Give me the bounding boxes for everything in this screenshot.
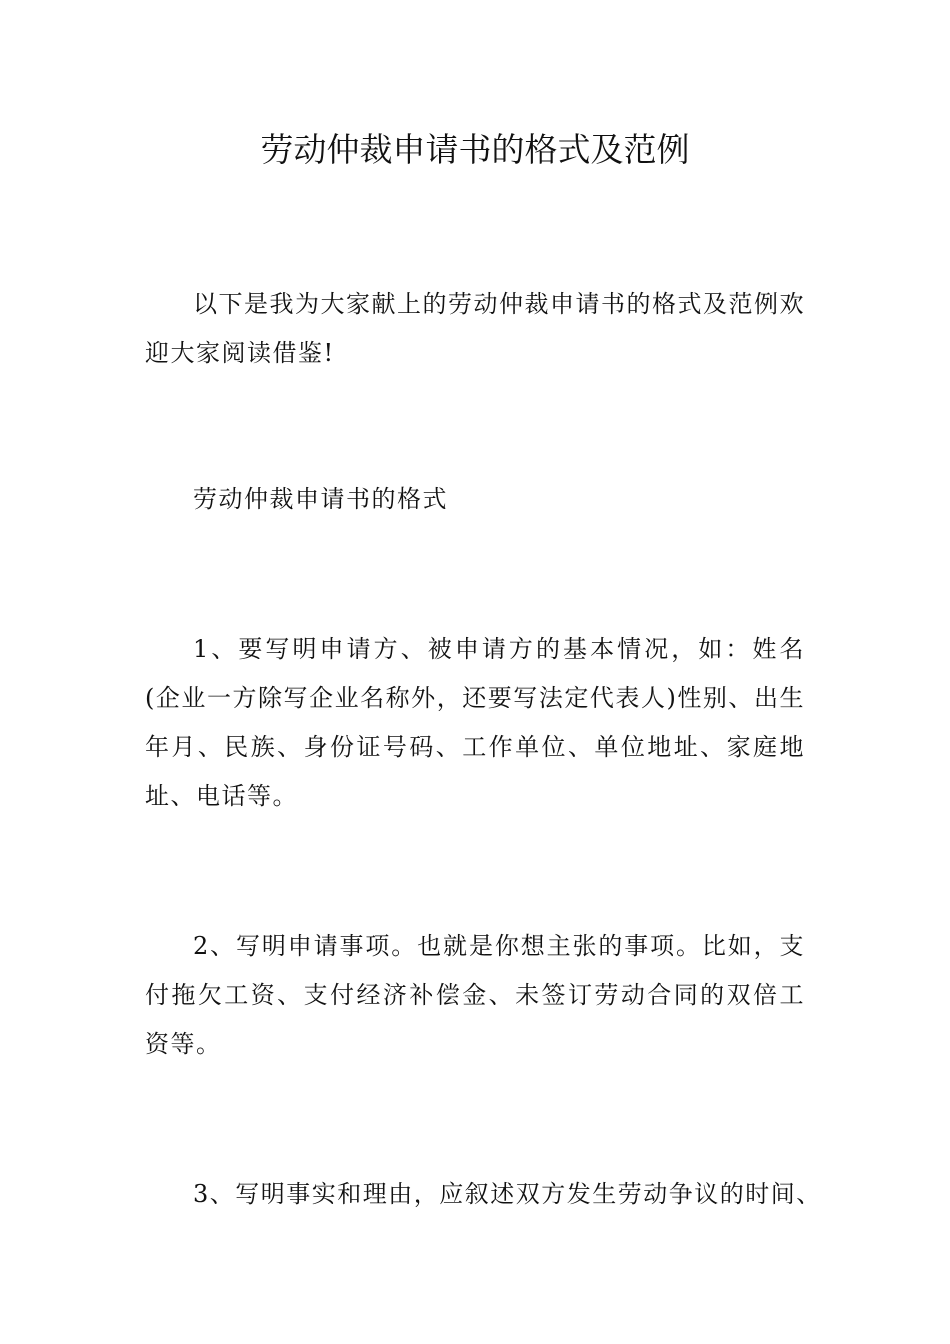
document-title: 劳动仲裁申请书的格式及范例: [260, 130, 690, 169]
section-heading-format: 劳动仲裁申请书的格式: [193, 485, 448, 513]
paragraph-item-2: 2、写明申请事项。也就是你想主张的事项。比如，支付拖欠工资、支付经济补偿金、未签订劳动合同的双倍工资等。: [145, 932, 805, 1058]
paragraph-item-1: 1、要写明申请方、被申请方的基本情况，如：姓名(企业一方除写企业名称外，还要写法定代表人)性别、出生年月、民族、身份证号码、工作单位、单位地址、家庭地址、电话等。: [145, 635, 805, 810]
intro-paragraph: 以下是我为大家献上的劳动仲裁申请书的格式及范例欢迎大家阅读借鉴!: [145, 290, 805, 367]
paragraph-item-3: 3、写明事实和理由，应叙述双方发生劳动争议的时间、: [193, 1180, 822, 1208]
